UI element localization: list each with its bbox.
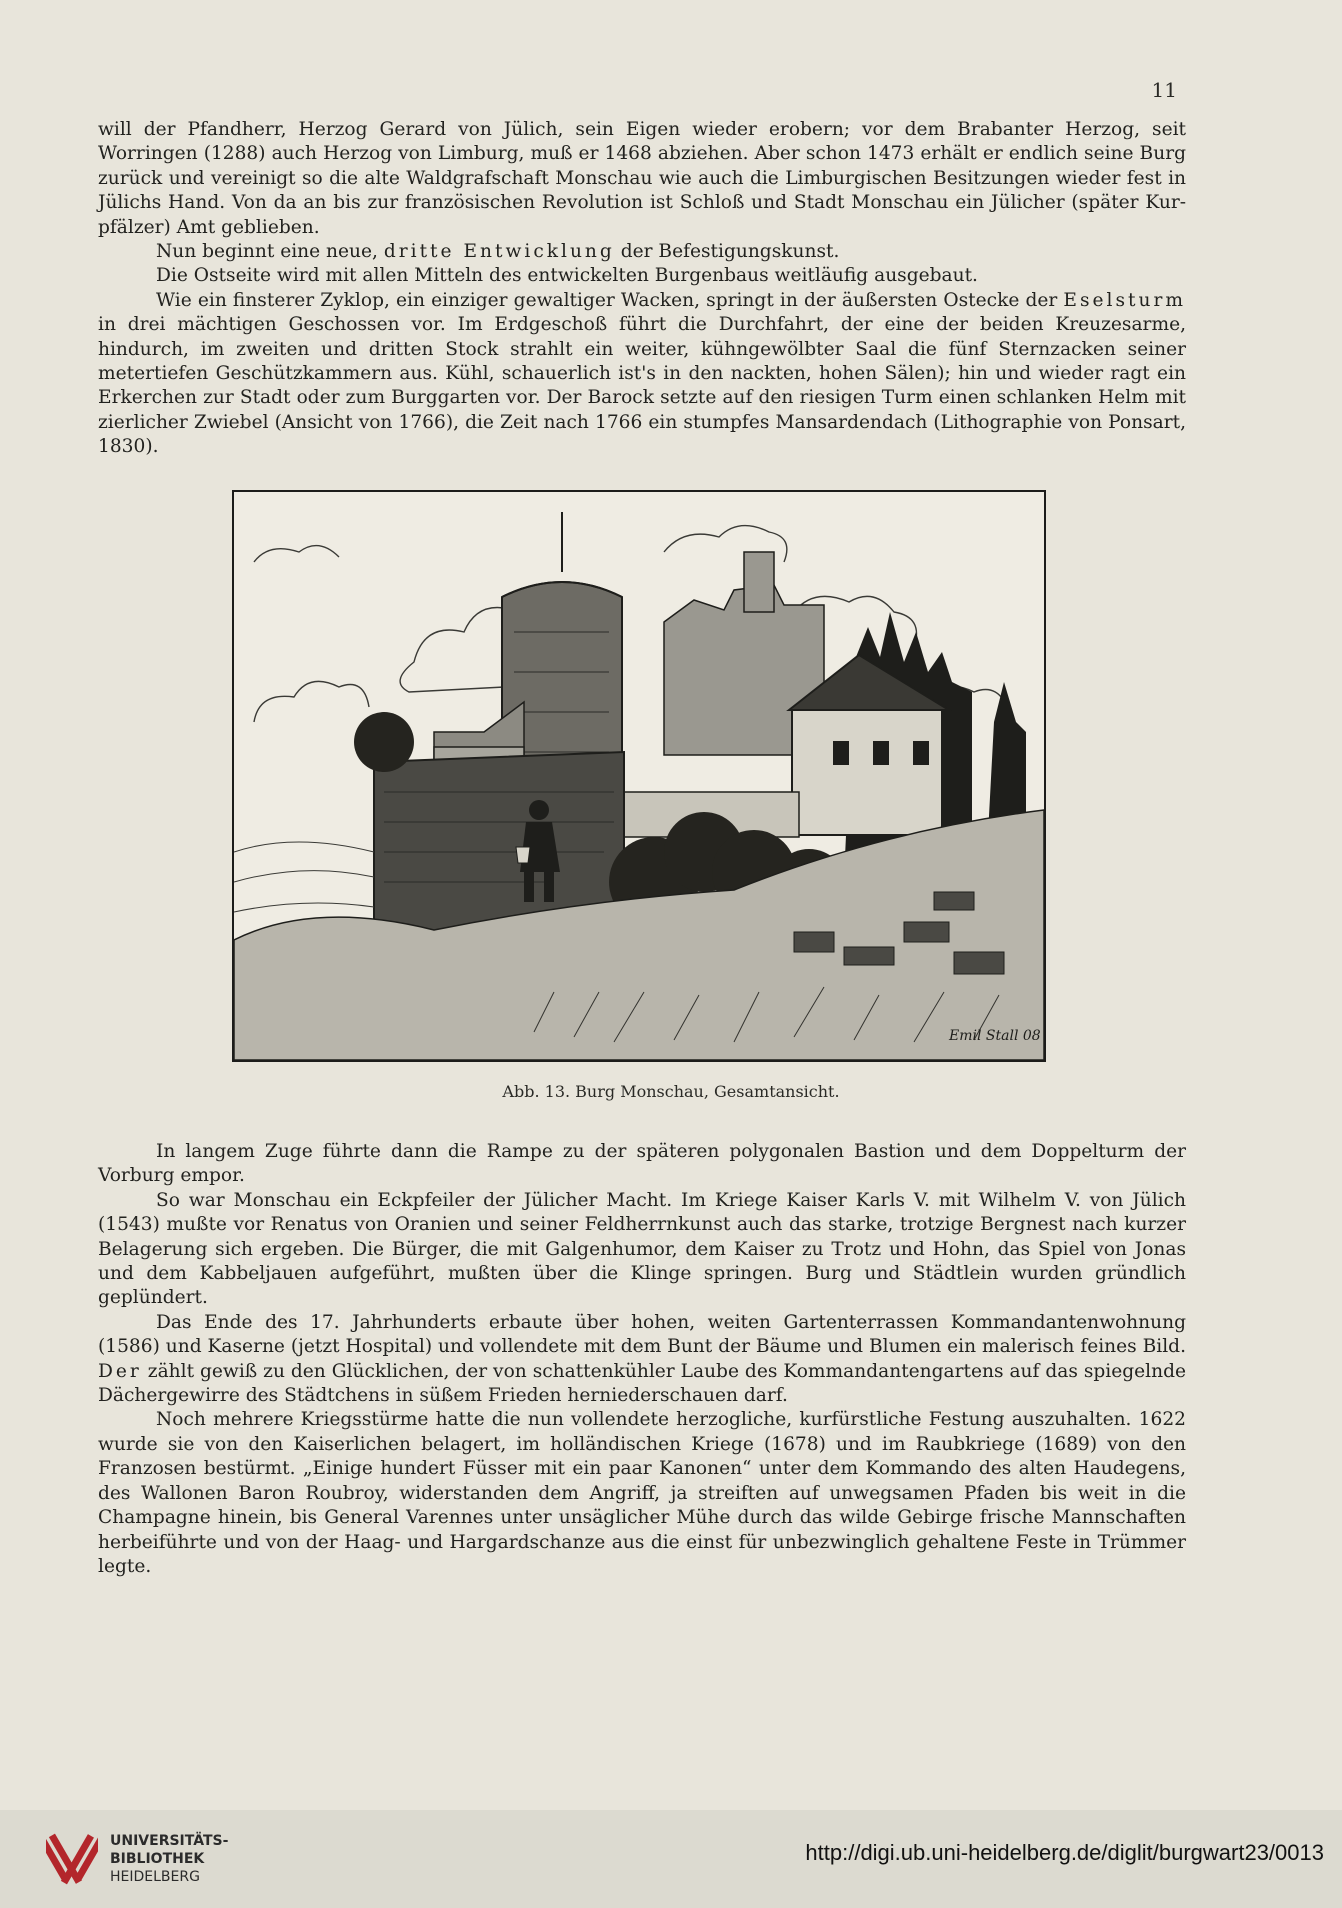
- library-name-line: UNIVERSITÄTS-: [110, 1833, 229, 1849]
- paragraph-text: Nun beginnt eine neue,: [156, 241, 384, 263]
- paragraph-text: Das Ende des 17. Jahrhunderts erbaute über hohen, weiten Gartenterrassen Kommandantenwohnung (1586) und Kaserne (jetzt Hospital) und vollendete mit dem Bunt der Bäume und Blumen ein malerisch feines Bild.: [98, 1311, 1186, 1358]
- library-name: [110, 1832, 228, 1886]
- spaced-emphasis: dritte Entwicklung: [383, 241, 615, 263]
- page-number: 11: [1151, 78, 1177, 102]
- paragraph: So war Monschau ein Eckpfeiler der Jülicher Macht. Im Kriege Kaiser Karls V. mit Wilhelm V. von Jülich (1543) mußte vor Renatus von Oranien und seiner Feldherrnkunst auch das starke, trotzige Bergnest nach kurzer Belagerung sich ergeben. Die Bürger, die mit Galgenhumor, dem Kaiser zu Trotz und Hohn, das Spiel von Jonas und dem Kabbeljauen aufgeführt, mußten über die Klinge springen. Burg und Städtlein wurden gründlich geplündert.: [98, 1189, 1186, 1309]
- paragraph-text: in drei mächtigen Geschossen vor. Im Erdgeschoß führt die Durchfahrt, der eine der beiden Kreuzesarme, hindurch, im zweiten und dritten Stock strahlt ein weiter, kühngewölbter Saal die fünf Sternzacken seiner metertiefen Geschützkammern aus. Kühl, schauerlich ist's in den nackten, hohen Sälen); hin und wieder ragt ein Erkerchen zur Stadt oder zum Burggarten vor. Der Barock setzte auf den riesigen Turm einen schlanken Helm mit zierlicher Zwiebel (Ansicht von 1766), die Zeit nach 1766 ein stumpfes Mansardendach (Lithographie von Ponsart, 1830).: [98, 314, 1186, 458]
- spaced-emphasis: Der: [98, 1360, 142, 1382]
- source-url-link[interactable]: http://digi.ub.uni-heidelberg.de/diglit/burgwart23/0013: [805, 1840, 1324, 1865]
- bottom-text-block: [98, 1140, 1186, 1579]
- library-logo-icon: [46, 1828, 98, 1890]
- digitization-footer: [0, 1810, 1342, 1908]
- spaced-emphasis: Eselsturm: [1063, 289, 1186, 311]
- top-text-block: [98, 118, 1186, 460]
- library-name-line: BIBLIOTHEK: [110, 1851, 205, 1867]
- paragraph: will der Pfandherr, Herzog Gerard von Jülich, sein Eigen wieder erobern; vor dem Brabanter Herzog, seit Worringen (1288) auch Herzog von Limburg, muß er 1468 abziehen. Aber schon 1473 erhält er endlich seine Burg zurück und vereinigt so die alte Waldgrafschaft Monschau wie auch die Limburgischen Besitzungen wieder fest in Jülichs Hand. Von da an bis zur französischen Revolution ist Schloß und Stadt Monschau ein Jülicher (später Kur-pfälzer) Amt geblieben.: [98, 119, 1186, 238]
- paragraph-text: der Befestigungskunst.: [614, 241, 840, 263]
- paragraph: Die Ostseite wird mit allen Mitteln des entwickelten Burgenbaus weitläufig ausgebaut.: [156, 265, 978, 287]
- paragraph: [98, 289, 1186, 460]
- artist-signature: Emil Stall 08: [949, 1028, 1041, 1044]
- figure-caption: Abb. 13. Burg Monschau, Gesamtansicht.: [502, 1082, 840, 1101]
- castle-drawing: [234, 492, 1044, 1060]
- paragraph: [98, 240, 1186, 264]
- paragraph: In langem Zuge führte dann die Rampe zu der späteren polygonalen Bastion und dem Doppelturm der Vorburg empor.: [98, 1141, 1186, 1187]
- paragraph-text: Wie ein finsterer Zyklop, ein einziger gewaltiger Wacken, springt in der äußersten Ostecke der: [156, 289, 1064, 311]
- castle-illustration: [232, 490, 1046, 1062]
- paragraph: [98, 1311, 1186, 1409]
- library-name-line: HEIDELBERG: [110, 1869, 200, 1885]
- paragraph: Noch mehrere Kriegsstürme hatte die nun vollendete herzogliche, kurfürstliche Festung auszuhalten. 1622 wurde sie von den Kaiserlichen belagert, im holländischen Kriege (1678) und im Raubkriege (1689) von den Franzosen bestürmt. „Einige hundert Füsser mit ein paar Kanonen“ unter dem Kommando des alten Haudegens, des Wallonen Baron Roubroy, widerstanden dem Angriff, ja streiften auf unwegsamen Pfaden bis weit in die Champagne hinein, bis General Varennes unter unsäglicher Mühe durch das wilde Gebirge frische Mannschaften herbeiführte und von der Haag- und Hargardschanze aus die einst für unbezwinglich gehaltene Feste in Trümmer legte.: [98, 1409, 1186, 1577]
- paragraph-text: zählt gewiß zu den Glücklichen, der von schattenkühler Laube des Kommandantengartens auf das spiegelnde Dächergewirre des Städtchens in süßem Frieden herniederschauen darf.: [98, 1360, 1186, 1407]
